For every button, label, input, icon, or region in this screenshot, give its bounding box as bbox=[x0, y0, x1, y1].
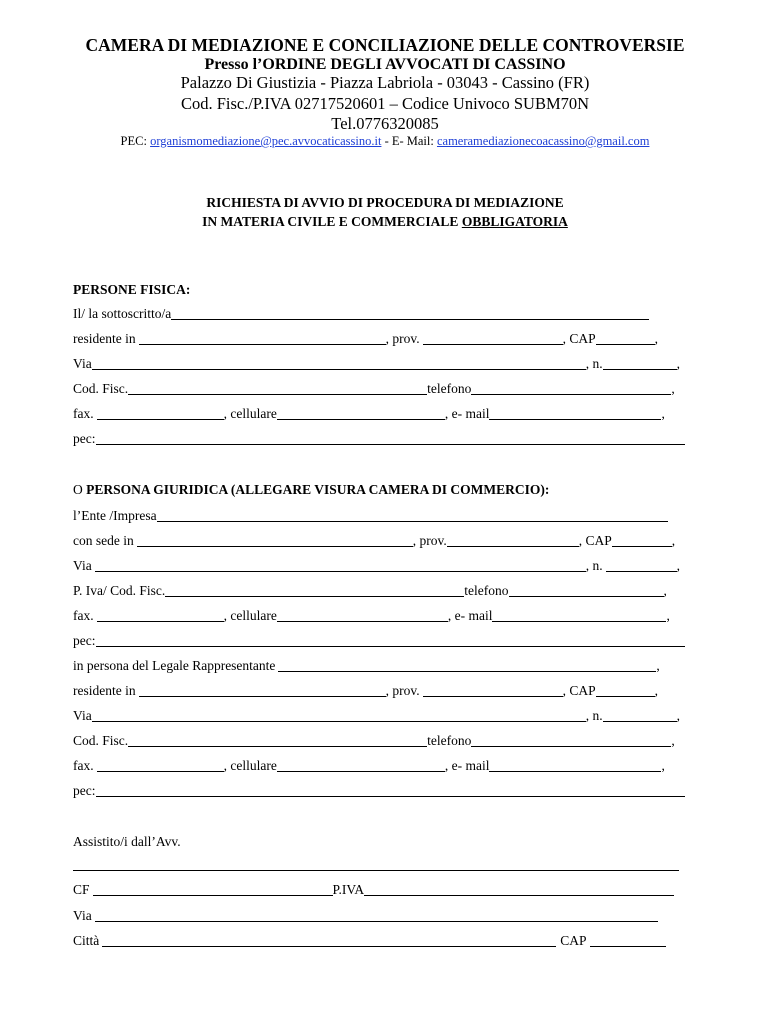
label-via: Via bbox=[73, 355, 92, 371]
pec-field[interactable] bbox=[96, 633, 685, 647]
row-ente bbox=[73, 508, 668, 524]
label-legale-rappresentante: in persona del Legale Rappresentante bbox=[73, 657, 276, 673]
prov-field[interactable] bbox=[423, 331, 563, 345]
email-separator: - E- Mail: bbox=[381, 134, 437, 148]
form-title-prefix: IN MATERIA CIVILE E COMMERCIALE bbox=[202, 214, 462, 229]
label-telefono: telefono bbox=[427, 380, 472, 396]
row-fax bbox=[73, 406, 665, 422]
codfisc-field[interactable] bbox=[128, 733, 427, 747]
numero-field[interactable] bbox=[603, 356, 677, 370]
label-cap: , CAP bbox=[562, 682, 596, 698]
label-via: Via bbox=[73, 907, 92, 923]
row-codfisc bbox=[73, 381, 675, 397]
header-order-name: Presso l’ORDINE DEGLI AVVOCATI DI CASSINO bbox=[204, 56, 566, 73]
label-email: , e- mail bbox=[447, 607, 493, 623]
row-codfisc-legale bbox=[73, 733, 675, 749]
form-title-line2 bbox=[0, 215, 770, 229]
email-field[interactable] bbox=[492, 608, 666, 622]
telefono-field[interactable] bbox=[471, 381, 671, 395]
label-fax: fax. bbox=[73, 757, 94, 773]
comma: , bbox=[654, 330, 658, 346]
pec-label: PEC: bbox=[120, 134, 151, 148]
label-codfisc: Cod. Fisc. bbox=[73, 732, 129, 748]
email-link[interactable]: cameramediazionecoacassino@gmail.com bbox=[436, 134, 650, 148]
label-cap: , CAP bbox=[578, 532, 612, 548]
row-residente-legale bbox=[73, 683, 658, 699]
residente-field[interactable] bbox=[139, 683, 386, 697]
comma: , bbox=[671, 380, 675, 396]
row-sede bbox=[73, 533, 675, 549]
comma: , bbox=[654, 682, 658, 698]
label-numero: , n. bbox=[585, 707, 603, 723]
label-pec: pec: bbox=[73, 430, 96, 446]
cellulare-field[interactable] bbox=[277, 406, 445, 420]
form-title-line1: RICHIESTA DI AVVIO DI PROCEDURA DI MEDIAZIONE bbox=[206, 195, 564, 210]
label-fax: fax. bbox=[73, 607, 94, 623]
numero-field[interactable] bbox=[603, 708, 677, 722]
fax-field[interactable] bbox=[97, 406, 224, 420]
section-heading-persona-giuridica: O PERSONA GIURIDICA (ALLEGARE VISURA CAMERA DI COMMERCIO): bbox=[73, 482, 550, 497]
residente-field[interactable] bbox=[139, 331, 386, 345]
fax-field[interactable] bbox=[97, 608, 224, 622]
row-via-legale bbox=[73, 708, 680, 724]
comma: , bbox=[671, 732, 675, 748]
label-numero: , n. bbox=[585, 355, 603, 371]
header-tax-code: Cod. Fisc./P.IVA 02717520601 – Codice Univoco SUBM70N bbox=[180, 94, 590, 113]
comma: , bbox=[676, 557, 680, 573]
cellulare-field[interactable] bbox=[277, 758, 445, 772]
via-field[interactable] bbox=[92, 356, 586, 370]
sottoscritto-field[interactable] bbox=[171, 306, 649, 320]
header-org-name: CAMERA DI MEDIAZIONE E CONCILIAZIONE DELLE CONTROVERSIE bbox=[85, 35, 685, 55]
row-avvocato-via bbox=[73, 908, 658, 924]
label-fax: fax. bbox=[73, 405, 94, 421]
avvocato-cap-field[interactable] bbox=[590, 933, 666, 947]
label-cap: CAP bbox=[560, 932, 587, 948]
label-assistito-avvocato: Assistito/i dall’Avv. bbox=[73, 834, 181, 849]
comma: , bbox=[661, 405, 665, 421]
comma: , bbox=[676, 707, 680, 723]
row-pec-legale bbox=[73, 783, 685, 799]
label-citta: Città bbox=[73, 932, 100, 948]
cellulare-field[interactable] bbox=[277, 608, 448, 622]
label-sottoscritto: Il/ la sottoscritto/a bbox=[73, 305, 172, 321]
pec-field[interactable] bbox=[96, 431, 685, 445]
comma: , bbox=[676, 355, 680, 371]
label-via: Via bbox=[73, 707, 92, 723]
comma: , bbox=[661, 757, 665, 773]
label-cellulare: , cellulare bbox=[223, 757, 277, 773]
label-piva: P.IVA bbox=[332, 881, 365, 897]
label-codfisc: Cod. Fisc. bbox=[73, 380, 129, 396]
label-email: , e- mail bbox=[444, 405, 490, 421]
row-avvocato-citta bbox=[73, 933, 666, 949]
fax-field[interactable] bbox=[97, 758, 224, 772]
label-cf: CF bbox=[73, 881, 90, 897]
header-address: Palazzo Di Giustizia - Piazza Labriola - 03043 - Cassino (FR) bbox=[180, 73, 590, 92]
row-via-giuridica bbox=[73, 558, 680, 574]
label-prov: , prov. bbox=[385, 330, 420, 346]
section-heading-persona-fisica: PERSONE FISICA: bbox=[73, 282, 191, 297]
label-pec: pec: bbox=[73, 782, 96, 798]
row-legale bbox=[73, 658, 660, 674]
pec-field[interactable] bbox=[96, 783, 685, 797]
label-via: Via bbox=[73, 557, 92, 573]
form-title-mandatory: OBBLIGATORIA bbox=[461, 214, 568, 229]
cap-field[interactable] bbox=[596, 683, 655, 697]
avvocato-citta-field[interactable] bbox=[102, 933, 556, 947]
label-prov: , prov. bbox=[385, 682, 420, 698]
email-field[interactable] bbox=[489, 406, 661, 420]
legale-rappresentante-field[interactable] bbox=[278, 658, 656, 672]
avvocato-via-field[interactable] bbox=[95, 908, 658, 922]
sede-field[interactable] bbox=[137, 533, 413, 547]
label-residente: residente in bbox=[73, 682, 136, 698]
row-via bbox=[73, 356, 680, 372]
row-pec-giuridica bbox=[73, 633, 685, 649]
label-prov: , prov. bbox=[412, 532, 447, 548]
cap-field[interactable] bbox=[596, 331, 655, 345]
label-email: , e- mail bbox=[444, 757, 490, 773]
label-cap: , CAP bbox=[562, 330, 596, 346]
row-piva bbox=[73, 583, 667, 599]
label-residente: residente in bbox=[73, 330, 136, 346]
comma: , bbox=[656, 657, 660, 673]
header-phone: Tel.0776320085 bbox=[331, 114, 439, 133]
label-numero: , n. bbox=[585, 557, 603, 573]
header-contacts bbox=[0, 135, 770, 148]
numero-field[interactable] bbox=[606, 558, 677, 572]
telefono-field[interactable] bbox=[509, 583, 664, 597]
row-fax-giuridica bbox=[73, 608, 670, 624]
avvocato-cf-field[interactable] bbox=[93, 882, 333, 896]
prov-field[interactable] bbox=[447, 533, 579, 547]
avvocato-name-field[interactable] bbox=[73, 870, 679, 871]
row-residente bbox=[73, 331, 658, 347]
email-field[interactable] bbox=[489, 758, 661, 772]
label-piva: P. Iva/ Cod. Fisc. bbox=[73, 582, 166, 598]
label-sede: con sede in bbox=[73, 532, 134, 548]
avvocato-piva-field[interactable] bbox=[364, 882, 674, 896]
row-pec bbox=[73, 431, 685, 447]
label-ente: l’Ente /Impresa bbox=[73, 507, 157, 523]
codfisc-field[interactable] bbox=[128, 381, 427, 395]
comma: , bbox=[666, 607, 670, 623]
via-field[interactable] bbox=[95, 558, 586, 572]
row-avvocato-cf bbox=[73, 882, 674, 898]
label-cellulare: , cellulare bbox=[223, 607, 277, 623]
ente-field[interactable] bbox=[157, 508, 668, 522]
label-telefono: telefono bbox=[464, 582, 509, 598]
cap-field[interactable] bbox=[612, 533, 672, 547]
via-field[interactable] bbox=[92, 708, 586, 722]
telefono-field[interactable] bbox=[471, 733, 671, 747]
label-telefono: telefono bbox=[427, 732, 472, 748]
row-sottoscritto bbox=[73, 306, 649, 322]
prov-field[interactable] bbox=[423, 683, 563, 697]
label-pec: pec: bbox=[73, 632, 96, 648]
label-cellulare: , cellulare bbox=[223, 405, 277, 421]
comma: , bbox=[663, 582, 667, 598]
row-fax-legale bbox=[73, 758, 665, 774]
option-prefix: O bbox=[73, 482, 87, 497]
pec-email-link[interactable]: organismomediazione@pec.avvocaticassino.it bbox=[150, 134, 382, 148]
comma: , bbox=[671, 532, 676, 548]
piva-field[interactable] bbox=[165, 583, 464, 597]
